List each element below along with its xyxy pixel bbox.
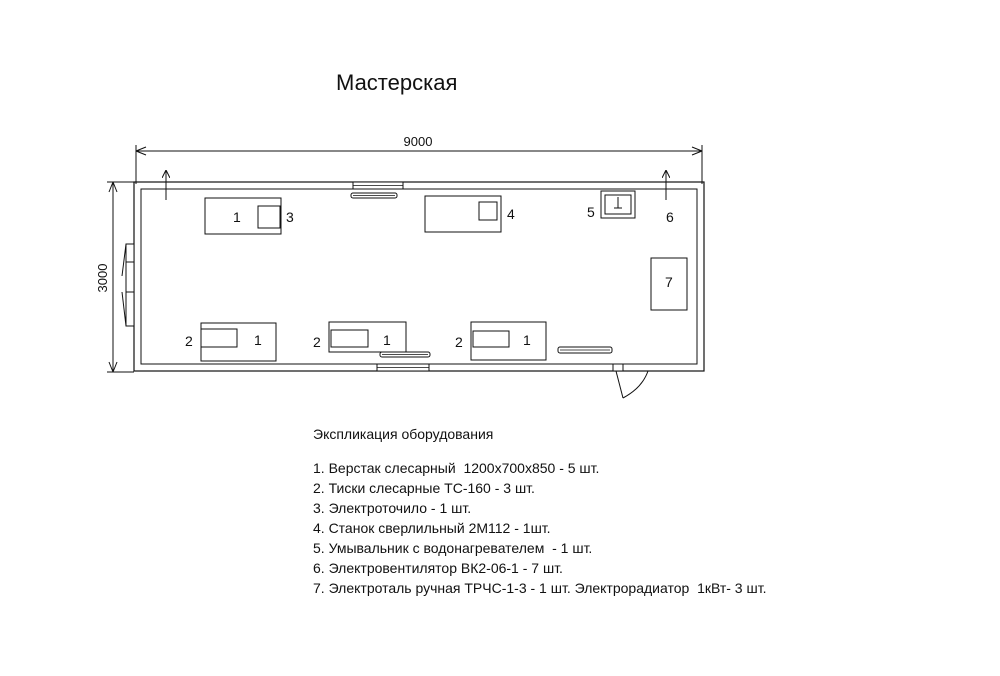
marker-ventilator: 6 [666, 209, 674, 225]
length-dimension [136, 145, 702, 184]
grinder [258, 206, 280, 228]
outer-wall [134, 182, 704, 371]
vise-3 [473, 331, 509, 347]
legend-item: 7. Электроталь ручная ТРЧС-1-3 - 1 шт. Электрорадиатор 1кВт- 3 шт. [313, 580, 767, 596]
legend-item: 6. Электровентилятор ВК2-06-1 - 7 шт. [313, 560, 563, 576]
equipment [201, 191, 687, 361]
length-arrow-left-b [136, 151, 146, 155]
length-label: 9000 [403, 134, 433, 149]
diagram-title: Мастерская [336, 70, 458, 95]
marker-drill: 4 [507, 206, 515, 222]
window-top [351, 182, 403, 198]
legend-item: 2. Тиски слесарные ТС-160 - 3 шт. [313, 480, 535, 496]
width-arrow-top-b [113, 182, 117, 192]
marker-hoist: 7 [665, 274, 673, 290]
width-arrow-bottom-b [113, 362, 117, 372]
marker-vise-1: 2 [185, 333, 193, 349]
width-label: 3000 [95, 263, 110, 293]
marker-vise-3: 2 [455, 334, 463, 350]
width-arrow-bottom [109, 362, 113, 372]
entry-door [613, 364, 648, 398]
marker-workbench: 1 [233, 209, 241, 225]
length-arrow-right-b [692, 151, 702, 155]
vise-2 [331, 330, 368, 347]
inner-wall [141, 189, 697, 364]
drill-press [425, 196, 501, 232]
legend-list [313, 458, 766, 598]
marker-bench-3: 1 [523, 332, 531, 348]
marker-grinder: 3 [286, 209, 294, 225]
legend-heading: Экспликация оборудования [313, 426, 494, 442]
length-arrow-right [692, 147, 702, 151]
workbench-top-left [205, 198, 281, 234]
legend-item: 1. Верстак слесарный 1200х700х850 - 5 шт. [313, 460, 600, 476]
marker-vise-2: 2 [313, 334, 321, 350]
left-wall-opening [122, 244, 134, 326]
ventilator-arrows [166, 171, 666, 200]
legend-item: 5. Умывальник с водонагревателем - 1 шт. [313, 540, 593, 556]
marker-bench-1: 1 [254, 332, 262, 348]
width-arrow-top [109, 182, 113, 192]
marker-bench-2: 1 [383, 332, 391, 348]
legend-item: 3. Электроточило - 1 шт. [313, 500, 472, 516]
legend-item: 4. Станок сверлильный 2М112 - 1шт. [313, 520, 551, 536]
window-bottom [377, 352, 430, 371]
drill-press-head [479, 202, 497, 220]
radiator-bottom-right [558, 347, 612, 353]
length-arrow-left [136, 147, 146, 151]
room-walls [134, 182, 704, 371]
vise-1 [201, 329, 237, 347]
marker-washbasin: 5 [587, 204, 595, 220]
